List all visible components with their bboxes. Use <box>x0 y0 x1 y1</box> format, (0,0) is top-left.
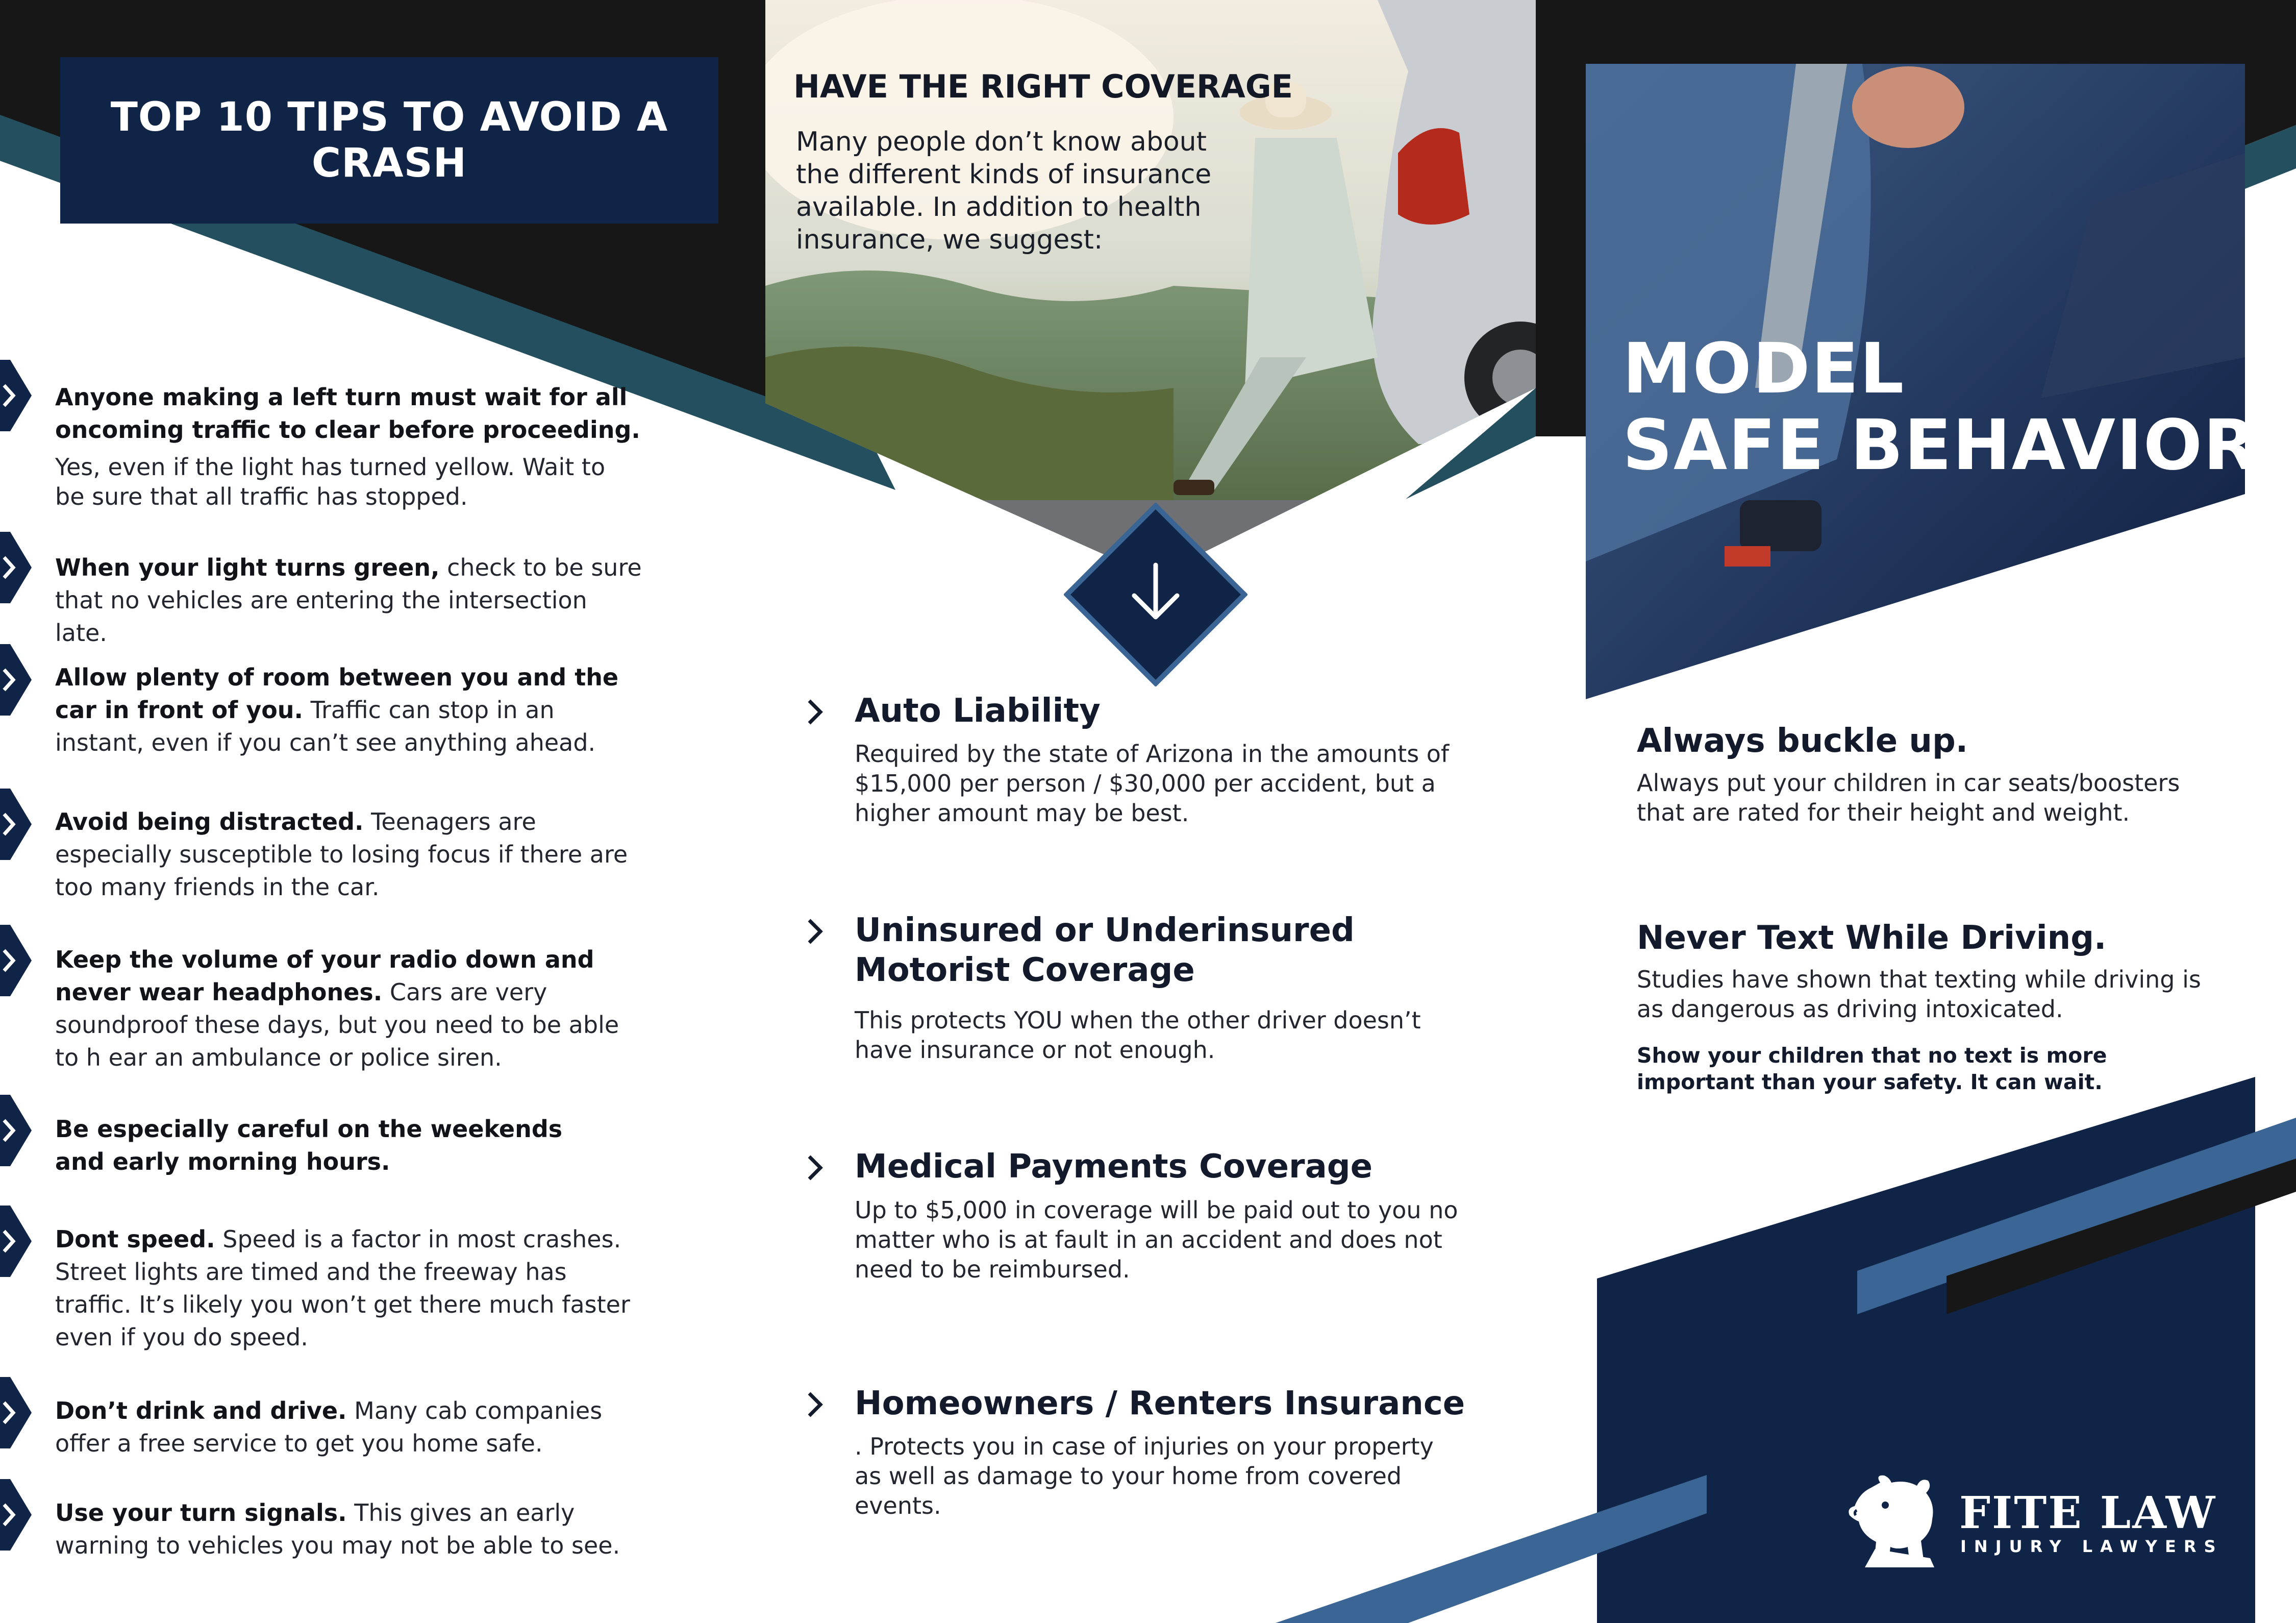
tip-3-text: Traffic can stop in an instant, even if you can’t see anything ahead. <box>55 696 596 756</box>
coverage-item-1-desc: Required by the state of Arizona in the amounts of $15,000 per person / $30,000 per accident, but a higher amount may be best. <box>855 740 1450 827</box>
tip-7-text: Speed is a factor in most crashes. Street lights are timed and the freeway has traffic. It’s likely you won’t get there much faster even if you do speed. <box>55 1225 630 1351</box>
tip-5-bold: Keep the volume of your radio down and never wear headphones. <box>55 946 594 1006</box>
tip-9 <box>55 1496 642 1562</box>
down-arrow-diamond <box>1064 503 1247 686</box>
tip-4-text: Teenagers are especially susceptible to losing focus if there are too many friends in the car. <box>55 808 628 901</box>
tip-7-bold: Dont speed. <box>55 1225 215 1253</box>
tips-title: TOP 10 TIPS TO AVOID A CRASH <box>110 94 668 186</box>
tip-9-bold: Use your turn signals. <box>55 1499 347 1527</box>
bear-icon <box>1844 1472 1946 1569</box>
tip-5-text: Cars are very soundproof these days, but you need to be able to h ear an ambulance or police siren. <box>55 978 619 1071</box>
coverage-item-2-desc: This protects YOU when the other driver doesn’t have insurance or not enough. <box>855 1006 1421 1064</box>
chevron-right-icon <box>805 916 826 947</box>
model-title-line-2: SAFE BEHAVIOR <box>1623 405 2258 486</box>
tip-2-bold: When your light turns green, <box>55 554 440 581</box>
tip-6-bold: Be especially careful on the weekends and early morning hours. <box>55 1115 563 1175</box>
tip-6 <box>55 1113 565 1178</box>
tip-7 <box>55 1223 642 1354</box>
tip-8-bold: Don’t drink and drive. <box>55 1397 347 1424</box>
tip-1-bold: Anyone making a left turn must wait for all oncoming traffic to clear before proceeding. <box>55 383 640 444</box>
safe-item-2-note: Show your children that no text is more important than your safety. It can wait. <box>1637 1043 2107 1094</box>
coverage-item-3-desc: Up to $5,000 in coverage will be paid out to you no matter who is at fault in an accident and does not need to be reimbursed. <box>855 1196 1458 1283</box>
tip-4-bold: Avoid being distracted. <box>55 808 364 835</box>
model-title-line-1: MODEL <box>1623 329 1905 409</box>
chevron-right-icon <box>805 1152 826 1183</box>
coverage-heading: HAVE THE RIGHT COVERAGE <box>793 68 1293 105</box>
tip-2-text: check to be sure that no vehicles are entering the intersection late. <box>55 554 642 647</box>
logo-name: FITE LAW <box>1959 1487 2217 1539</box>
tip-5 <box>55 943 642 1074</box>
chevron-right-icon <box>805 697 826 727</box>
tip-3-bold: Allow plenty of room between you and the car in front of you. <box>55 663 619 724</box>
tip-2 <box>55 551 642 649</box>
tip-1-desc: Yes, even if the light has turned yellow. Wait to be sure that all traffic has stopped. <box>55 453 606 510</box>
coverage-intro: Many people don’t know about the different kinds of insurance available. In addition to health insurance, we suggest: <box>796 127 1212 255</box>
coverage-item-3-title: Medical Payments Coverage <box>855 1148 1372 1186</box>
tip-8 <box>55 1394 642 1460</box>
chevron-right-icon <box>805 1389 826 1420</box>
coverage-item-2-title: Uninsured or Underinsured Motorist Coverage <box>855 912 1355 989</box>
safe-item-2-title: Never Text While Driving. <box>1637 919 2107 957</box>
coverage-item-4-desc: . Protects you in case of injuries on your property as well as damage to your home from covered events. <box>855 1433 1434 1519</box>
tip-8-text: Many cab companies offer a free service to get you home safe. <box>55 1397 603 1457</box>
logo-tagline: INJURY LAWYERS <box>1960 1537 2224 1556</box>
coverage-item-4-title: Homeowners / Renters Insurance <box>855 1385 1465 1422</box>
tips-title-box <box>60 57 718 224</box>
tip-1 <box>55 381 642 511</box>
tip-3 <box>55 661 642 759</box>
tip-9-text: This gives an early warning to vehicles you may not be able to see. <box>55 1499 620 1559</box>
coverage-item-1-title: Auto Liability <box>855 692 1101 730</box>
safe-item-2-desc: Studies have shown that texting while driving is as dangerous as driving intoxicated. <box>1637 966 2201 1023</box>
model-safe-behavior-title <box>1623 331 2265 484</box>
tip-4 <box>55 805 642 903</box>
safe-item-1-title: Always buckle up. <box>1637 722 1968 760</box>
safe-item-1-desc: Always put your children in car seats/boosters that are rated for their height and weight. <box>1637 769 2180 826</box>
